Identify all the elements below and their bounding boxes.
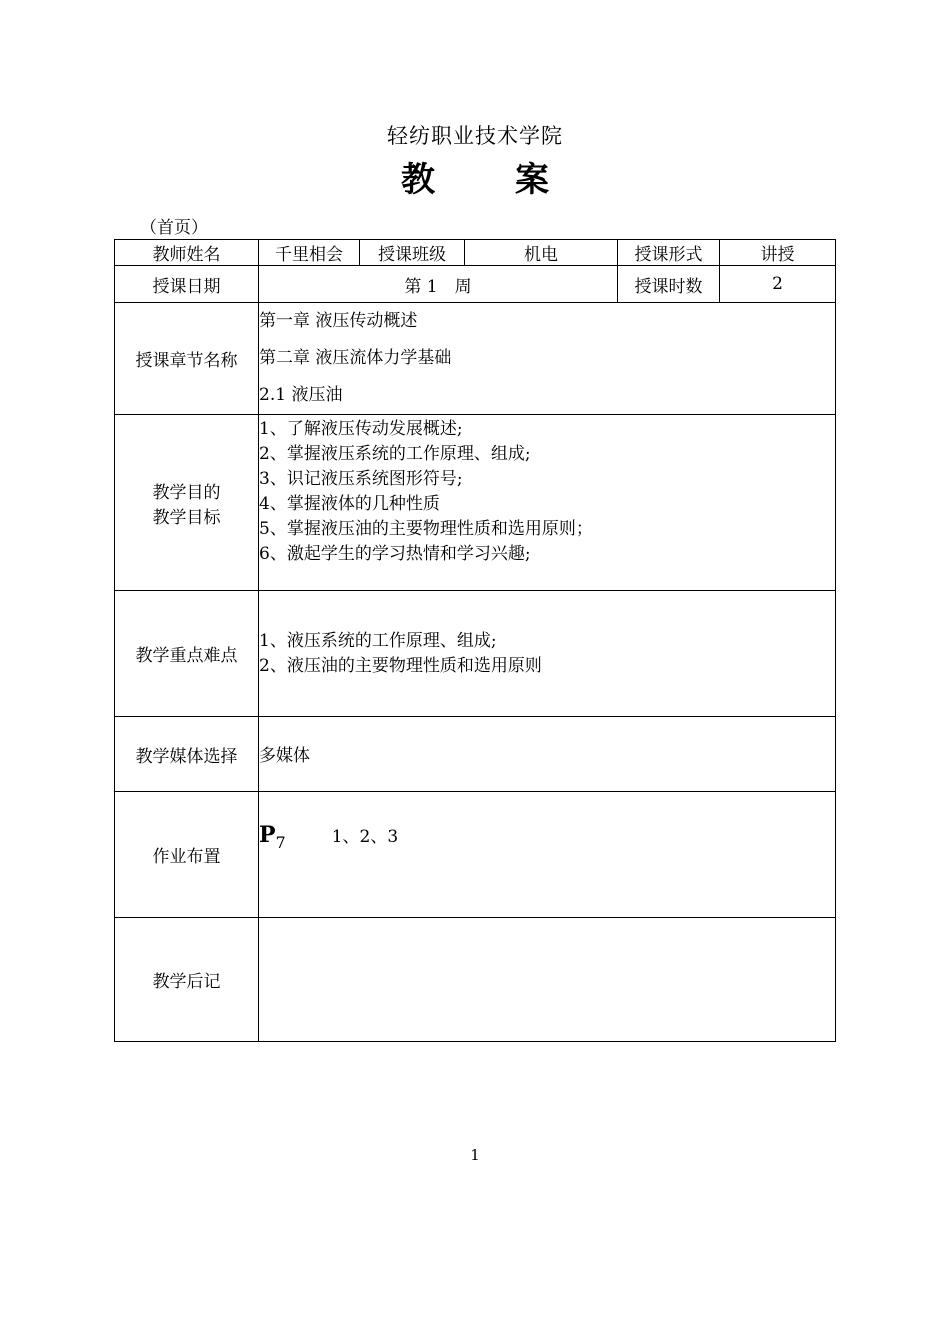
homework-items: 1、2、3	[331, 827, 399, 847]
objective-item: 4、掌握液体的几种性质	[259, 494, 440, 514]
reflection-row	[115, 918, 836, 1042]
document-title	[0, 152, 950, 201]
media-value: 多媒体	[259, 717, 836, 792]
title-char-1: 教	[401, 160, 435, 200]
homework-row	[115, 792, 836, 918]
chapters-label: 授课章节名称	[115, 303, 259, 415]
date-label: 授课日期	[115, 266, 259, 303]
key-points-label: 教学重点难点	[115, 591, 259, 717]
teacher-value: 千里相会	[259, 240, 360, 266]
info-row-1	[115, 240, 836, 266]
class-value: 机电	[465, 240, 618, 266]
objectives-label-line-2: 教学目标	[152, 507, 221, 528]
objectives-content	[259, 415, 836, 591]
week-value: 第 1 周	[259, 266, 618, 303]
institution-name: 轻纺职业技术学院	[387, 124, 563, 148]
objectives-row	[115, 415, 836, 591]
form-value: 讲授	[720, 240, 836, 266]
chapters-row	[115, 303, 836, 415]
chapter-line: 第一章 液压传动概述	[259, 311, 418, 331]
homework-page-number: 7	[275, 833, 286, 852]
objectives-label-line-1: 教学目的	[152, 482, 221, 503]
media-row	[115, 717, 836, 792]
chapter-line: 第二章 液压流体力学基础	[259, 348, 452, 368]
reflection-value	[259, 918, 836, 1042]
homework-label: 作业布置	[115, 792, 259, 918]
key-point-item: 2、液压油的主要物理性质和选用原则	[259, 655, 542, 676]
teacher-label: 教师姓名	[115, 240, 259, 266]
objective-item: 1、了解液压传动发展概述;	[259, 419, 463, 439]
page-marker: （首页）	[140, 218, 208, 238]
objective-item: 6、激起学生的学习热情和学习兴趣;	[259, 544, 531, 564]
key-point-item: 1、液压系统的工作原理、组成;	[259, 630, 497, 651]
form-label: 授课形式	[618, 240, 720, 266]
homework-content	[259, 792, 836, 918]
lesson-plan-table	[114, 239, 836, 1042]
reflection-label: 教学后记	[115, 918, 259, 1042]
page-number: 1	[470, 1146, 480, 1164]
hours-value: 2	[720, 266, 836, 303]
key-points-content	[259, 591, 836, 717]
objective-item: 3、识记液压系统图形符号;	[259, 469, 463, 489]
homework-page-prefix: P	[259, 822, 276, 848]
info-row-2	[115, 266, 836, 303]
objective-item: 2、掌握液压系统的工作原理、组成;	[259, 444, 531, 464]
objectives-label	[115, 415, 259, 591]
objective-item: 5、掌握液压油的主要物理性质和选用原则；	[259, 519, 593, 539]
class-label: 授课班级	[360, 240, 465, 266]
media-label: 教学媒体选择	[115, 717, 259, 792]
hours-label: 授课时数	[618, 266, 720, 303]
key-points-row	[115, 591, 836, 717]
title-char-2: 案	[515, 160, 549, 200]
chapters-content	[259, 303, 836, 415]
chapter-line: 2.1 液压油	[259, 385, 343, 405]
